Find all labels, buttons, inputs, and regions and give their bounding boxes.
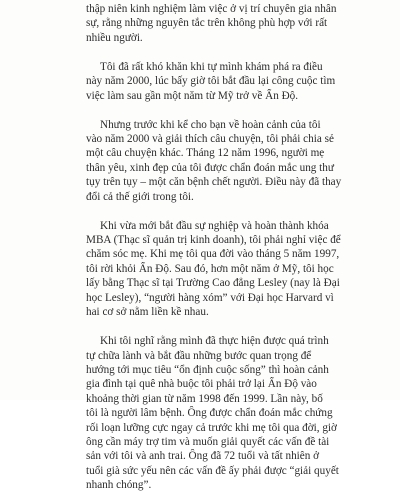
text-line: một câu chuyện khác. Tháng 12 năm 1996, người mẹ [86, 147, 325, 160]
text-line: vào năm 2000 và giải thích câu chuyện, tôi phải chia sẻ [86, 133, 334, 146]
text-line: sản với tôi và anh trai. Ông đã 72 tuổi và tất nhiên ở [86, 450, 320, 463]
text-line: hai cơ sở nằm liền kề nhau. [86, 306, 209, 319]
paragraph-gap [86, 320, 344, 335]
text-line: đổi cả thế giới trong tôi. [86, 190, 194, 203]
text-line: ông cần máy trợ tim và muốn giải quyết các vấn đề tài [86, 435, 330, 448]
text-line: nhiều người. [86, 31, 143, 44]
text-line: tuổi già sức yếu nên các vấn đề ấy phải được “giải quyết [86, 464, 339, 477]
text-line: khoảng thời gian từ năm 1998 đến 1999. Lần này, bố [86, 392, 323, 405]
text-line: nhanh chóng”. [86, 479, 152, 492]
text-line: MBA (Thạc sĩ quản trị kinh doanh), tôi phải nghỉ việc để [86, 234, 341, 247]
text-line: việc làm sau gần một năm từ Mỹ trở về Ấn Độ. [86, 89, 299, 102]
text-line: Nhưng trước khi kể cho bạn về hoàn cảnh của tôi [100, 118, 321, 131]
text-line: Tôi đã rất khó khăn khi tự mình khám phá ra điều [100, 60, 323, 73]
body-text [86, 2, 344, 493]
text-line: học Lesley), “người hàng xóm” với Đại học Harvard vì [86, 291, 334, 304]
text-line: thân yêu, xinh đẹp của tôi được chẩn đoán mắc ung thư [86, 161, 334, 174]
text-line: rối loạn lưỡng cực ngay cả trước khi mẹ tôi qua đời, giờ [86, 421, 337, 434]
text-line: tự chữa lành và bắt đầu những bước quan trọng để [86, 349, 312, 362]
paragraph-gap [86, 103, 344, 118]
text-line: hướng tới mục tiêu “ổn định cuộc sống” thì hoàn cảnh [86, 363, 329, 376]
text-line: Khi tôi nghĩ rằng mình đã thực hiện được quá trình [100, 335, 329, 348]
text-line: lấy bằng Thạc sĩ tại Trường Cao đẳng Lesley (nay là Đại [86, 277, 340, 290]
text-line: tụy trên tụy – một căn bệnh chết người. Điều này đã thay [86, 176, 342, 189]
paragraph-gap [86, 204, 344, 219]
text-line: tôi rời khỏi Ấn Độ. Sau đó, hơn một năm ở Mỹ, tôi học [86, 262, 334, 275]
text-line: gia đình tại quê nhà buộc tôi phải trở lại Ấn Độ vào [86, 378, 317, 391]
text-line: thập niên kinh nghiệm làm việc ở vị trí chuyên gia nhân [86, 3, 337, 15]
text-line: này năm 2000, lúc bấy giờ tôi bắt đầu lại công cuộc tìm [86, 75, 336, 88]
text-line: Khi vừa mới bắt đầu sự nghiệp và hoàn thành khóa [100, 219, 329, 232]
text-line: tôi là người lâm bệnh. Ông được chẩn đoán mắc chứng [86, 407, 333, 420]
text-line: chăm sóc mẹ. Khi mẹ tôi qua đời vào tháng 5 năm 1997, [86, 248, 340, 261]
paragraph-gap [86, 45, 344, 60]
text-line: sự, rằng những nguyên tắc trên không phù hợp với rất [86, 17, 328, 30]
